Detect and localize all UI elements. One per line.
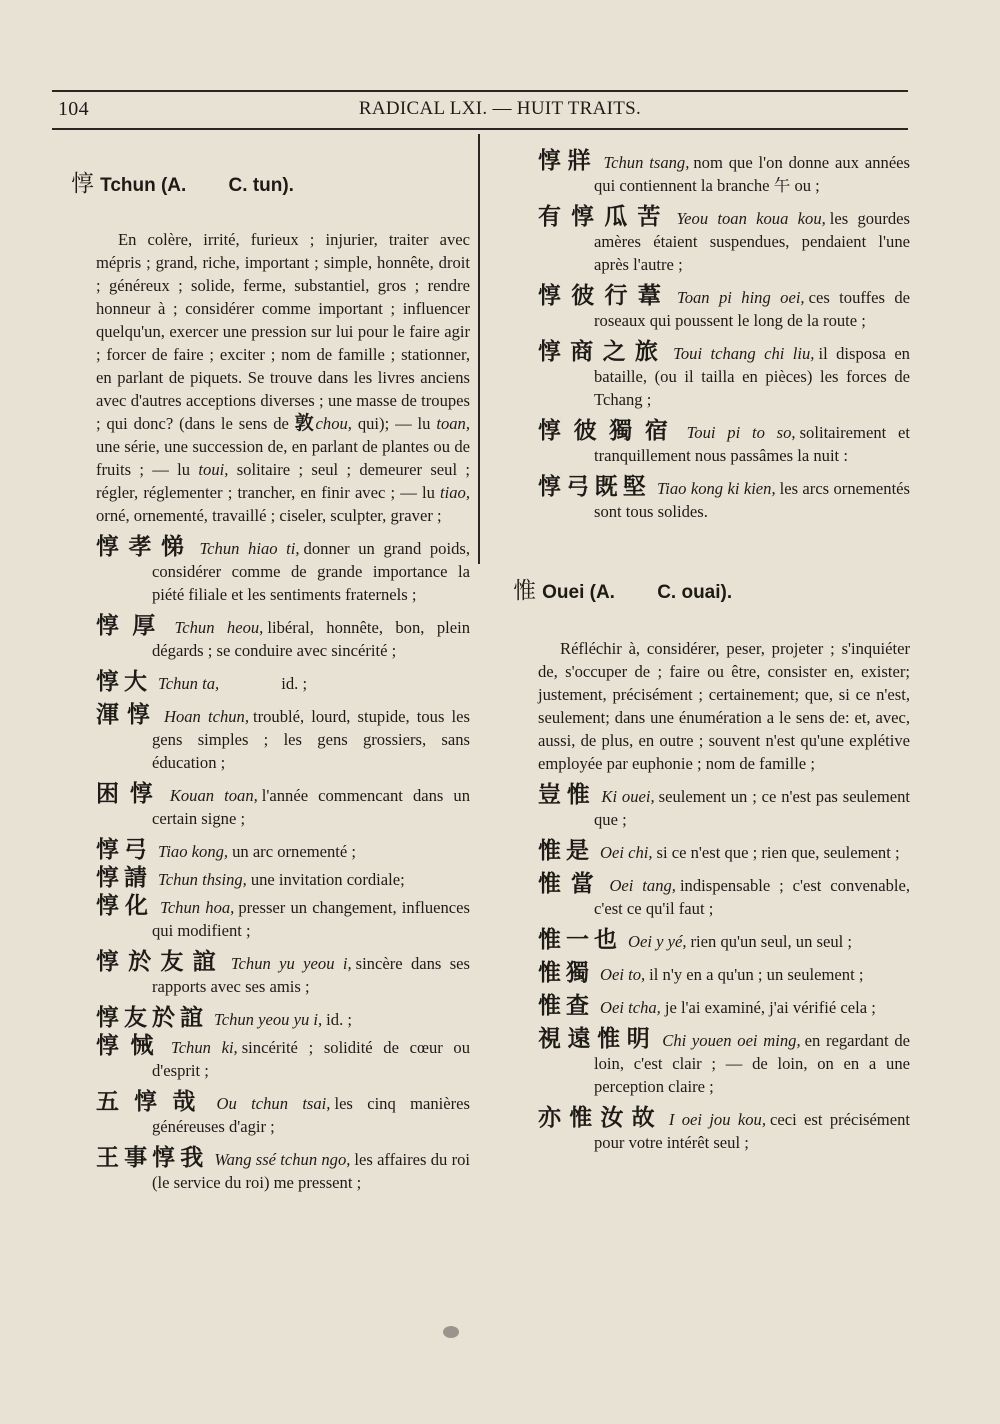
entry-romanization: Tchun ta, xyxy=(158,674,220,693)
entry-romanization: Wang ssé tchun ngo, xyxy=(214,1150,351,1169)
left-column xyxy=(71,150,471,1194)
entry-characters: 惇弓 xyxy=(96,837,152,863)
entry-characters: 渾惇 xyxy=(96,702,158,728)
heading-character: 惟 xyxy=(513,578,537,604)
entry-characters: 惇弓既堅 xyxy=(538,474,651,500)
entry-characters: 惇友於誼 xyxy=(96,1005,208,1031)
entry-definition: il disposa en bataille, (ou il tailla en pièces) les forces de Tchang ; xyxy=(594,344,910,409)
entry-definition: sincère dans ses rapports avec ses amis ; xyxy=(152,954,471,996)
entry-characters: 亦惟汝故 xyxy=(538,1105,663,1131)
entry-characters: 惇厚 xyxy=(96,613,169,639)
entry-characters: 有惇瓜苦 xyxy=(538,204,671,230)
entry-romanization: Toan pi hing oei, xyxy=(676,288,805,307)
entry-characters: 惇化 xyxy=(96,893,155,919)
entry-characters: 惇彼獨宿 xyxy=(538,418,681,444)
entry-romanization: Tchun yu yeou i, xyxy=(230,954,352,973)
entry-characters: 惟當 xyxy=(538,871,604,897)
compound-entry xyxy=(96,839,470,863)
entry-definition: ces touffes de roseaux qui poussent le long de la route ; xyxy=(594,288,911,330)
entry-definition: troublé, lourd, stupide, tous les gens simples ; les gens grossiers, sans éducation ; xyxy=(152,707,470,772)
entry-characters: 惇大 xyxy=(96,669,152,695)
entry-romanization: Kouan toan, xyxy=(169,786,258,805)
entry-definition: seulement un ; ce n'est pas seulement que ; xyxy=(594,787,911,829)
compound-entry xyxy=(96,1035,470,1082)
compound-entry xyxy=(538,995,910,1019)
entry-romanization: Oei to, xyxy=(600,965,646,984)
entry-characters: 惟是 xyxy=(538,838,594,864)
entry-characters: 惟查 xyxy=(538,993,594,1019)
compound-entry xyxy=(538,420,910,467)
entry-characters: 惟一也 xyxy=(538,927,622,953)
entry-definition: un arc ornementé ; xyxy=(232,842,357,861)
entry-definition: rien qu'un seul, un seul ; xyxy=(690,932,853,951)
entry-romanization: I oei jou kou, xyxy=(668,1110,766,1129)
entry-definition: en regardant de loin, c'est clair ; — de loin, on en a une perception claire ; xyxy=(594,1031,910,1096)
compound-entry xyxy=(538,784,910,831)
definition-text: orné, ornementé, travaillé ; ciseler, sculpter, graver ; xyxy=(96,506,442,525)
entry-definition: ceci est précisément pour votre intérêt seul ; xyxy=(594,1110,910,1152)
romanization: chou, xyxy=(315,414,352,433)
entry-romanization: Tchun heou, xyxy=(174,618,264,637)
entry-definition: les gourdes amères étaient suspendues, pendaient l'une après l'autre ; xyxy=(594,209,910,274)
compound-entry xyxy=(96,536,470,606)
entry-romanization: Ou tchun tsai, xyxy=(216,1094,331,1113)
running-head: RADICAL LXI. — HUIT TRAITS. xyxy=(358,98,642,119)
compound-entry xyxy=(538,476,910,523)
compound-entry xyxy=(96,1147,470,1194)
column-divider xyxy=(478,134,480,564)
entry-romanization: Tchun yeou yu i, xyxy=(214,1010,323,1029)
entry-definition: nom que l'on donne aux années qui contiennent la branche 午 ou ; xyxy=(594,153,911,195)
inline-character: 敦 xyxy=(294,412,316,434)
definition-text: qui); — lu xyxy=(351,414,437,433)
entry-characters: 五惇哉 xyxy=(96,1089,211,1115)
entry-romanization: Yeou toan koua kou, xyxy=(676,209,826,228)
entry-characters: 惟獨 xyxy=(538,960,594,986)
compound-entry xyxy=(96,671,470,695)
entry-definition: les affaires du roi (le service du roi) me pressent ; xyxy=(152,1150,470,1192)
entry-characters: 惇彼行葦 xyxy=(538,283,671,309)
entry-romanization: Tchun hiao ti, xyxy=(199,539,300,558)
definition-paragraph: Réfléchir à, considérer, peser, projeter ; s'inquiéter de, s'occuper de ; faire ou être, consister en, exister; justement, précisément ; certainement; que, si ce n'est, seulement; dans une énumération a le sens de: et, avec, aussi, de plus, en outre ; souvent n'est qu'une explétive employée par euphonie ; nom de famille ; xyxy=(538,639,910,773)
entry-characters: 惇商之旅 xyxy=(538,339,668,365)
entry-romanization: Tchun tsang, xyxy=(603,153,690,172)
compound-entry xyxy=(538,1107,910,1154)
entry-romanization: Chi youen oei ming, xyxy=(662,1031,801,1050)
compound-entry xyxy=(538,1028,910,1098)
entry-characters: 惇於友誼 xyxy=(96,949,225,975)
compound-entry xyxy=(538,150,910,197)
entry-romanization: Oei tang, xyxy=(609,876,676,895)
entry-romanization: Tchun ki, xyxy=(170,1038,238,1057)
compound-entry xyxy=(96,951,470,998)
entry-definition: donner un grand poids, considérer comme de grande importance la piété filiale et les sentiments fraternels ; xyxy=(152,539,470,604)
entry-romanization: Oei y yé, xyxy=(628,932,687,951)
ink-blot xyxy=(443,1326,459,1338)
compound-entry xyxy=(96,1091,470,1138)
entry-definition: sincérité ; solidité de cœur ou d'esprit ; xyxy=(152,1038,471,1080)
entry-romanization: Oei tcha, xyxy=(600,998,661,1017)
entry-romanization: Ki ouei, xyxy=(601,787,655,806)
entry-definition: id. ; xyxy=(223,674,308,693)
heading-text: Tchun (A. C. tun). xyxy=(100,175,294,196)
entry-romanization: Hoan tchun, xyxy=(163,707,249,726)
romanization: tiao, xyxy=(440,483,470,502)
entry-romanization: Tchun thsing, xyxy=(158,870,247,889)
entry-definition: solitairement et tranquillement nous passâmes la nuit : xyxy=(594,423,910,465)
definition-paragraph xyxy=(96,228,470,527)
entry-romanization: Toui pi to so, xyxy=(686,423,796,442)
compound-entry xyxy=(96,867,470,891)
compound-entry xyxy=(538,840,910,864)
entry-definition: l'année commencant dans un certain signe ; xyxy=(152,786,471,828)
entry-characters: 惇請 xyxy=(96,865,152,891)
definition-text: En colère, irrité, furieux ; injurier, traiter avec mépris ; grand, riche, important ; simple, honnête, droit ; généreux ; solide, ferme, substantiel, gros ; rendre honneur à ; considérer comme important ; influencer quelqu'un, exercer une pression sur lui pour le faire agir ; forcer de faire ; exciter ; nom de famille ; stationner, en parlant de piquets. Se trouve dans les livres anciens avec d'autres acceptions diverses ; une masse de troupes ; qui donc? (dans le sens de xyxy=(96,230,470,433)
compound-entry xyxy=(96,783,470,830)
definition-text: solitaire ; seul ; demeurer seul ; régler, réglementer ; trancher, en finir avec ; — lu xyxy=(96,460,471,502)
compound-entry xyxy=(538,206,910,276)
entry-characters: 視遠惟明 xyxy=(538,1026,657,1052)
entry-characters: 豈惟 xyxy=(538,782,596,808)
header-rule-bottom xyxy=(52,128,908,130)
entry-heading xyxy=(50,150,470,220)
page-number: 104 xyxy=(58,98,89,120)
heading-text: Ouei (A. C. ouai). xyxy=(542,582,733,603)
right-column xyxy=(513,148,911,1154)
page-header xyxy=(52,94,908,128)
entry-definition: si ce n'est que ; rien que, seulement ; xyxy=(656,843,900,862)
compound-entry xyxy=(96,895,470,942)
entry-definition: une invitation cordiale; xyxy=(250,870,405,889)
entry-definition: id. ; xyxy=(326,1010,352,1029)
entry-definition: les arcs ornementés sont tous solides. xyxy=(594,479,911,521)
compound-entry xyxy=(96,615,470,662)
compound-entry xyxy=(96,1007,470,1031)
entry-definition: je l'ai examiné, j'ai vérifié cela ; xyxy=(664,998,876,1017)
entry-definition: les cinq manières généreuses d'agir ; xyxy=(152,1094,470,1136)
entry-characters: 惇孝悌 xyxy=(96,534,194,560)
compound-entry xyxy=(538,873,910,920)
left-entries xyxy=(96,536,470,1194)
entry-romanization: Toui tchang chi liu, xyxy=(673,344,815,363)
entry-characters: 惇悈 xyxy=(96,1033,165,1059)
heading-character: 惇 xyxy=(71,171,95,197)
romanization: toui, xyxy=(198,460,229,479)
entry-characters: 王事惇我 xyxy=(96,1145,209,1171)
romanization: toan, xyxy=(436,414,470,433)
entry-characters: 惇牂 xyxy=(538,148,598,174)
entry-romanization: Tchun hoa, xyxy=(160,898,235,917)
compound-entry xyxy=(538,962,910,986)
entry-romanization: Oei chi, xyxy=(600,843,653,862)
entry-heading xyxy=(492,557,910,627)
entry-definition: indispensable ; c'est convenable, c'est ce qu'il faut ; xyxy=(594,876,910,918)
entry-definition: libéral, honnête, bon, plein dégards ; se conduire avec sincérité ; xyxy=(152,618,471,660)
compound-entry xyxy=(538,929,910,953)
header-rule-top xyxy=(52,90,908,92)
entry-romanization: Tiao kong, xyxy=(158,842,229,861)
entry-definition: il n'y en a qu'un ; un seulement ; xyxy=(649,965,864,984)
compound-entry xyxy=(538,341,910,411)
definition-text: une série, une succession de, en parlant de plantes ou de fruits ; — lu xyxy=(96,437,470,479)
entry-definition: presser un changement, influences qui modifient ; xyxy=(152,898,470,940)
compound-entry xyxy=(538,285,910,332)
entry-romanization: Tiao kong ki kien, xyxy=(656,479,776,498)
entry-characters: 困惇 xyxy=(96,781,164,807)
compound-entry xyxy=(96,704,470,774)
